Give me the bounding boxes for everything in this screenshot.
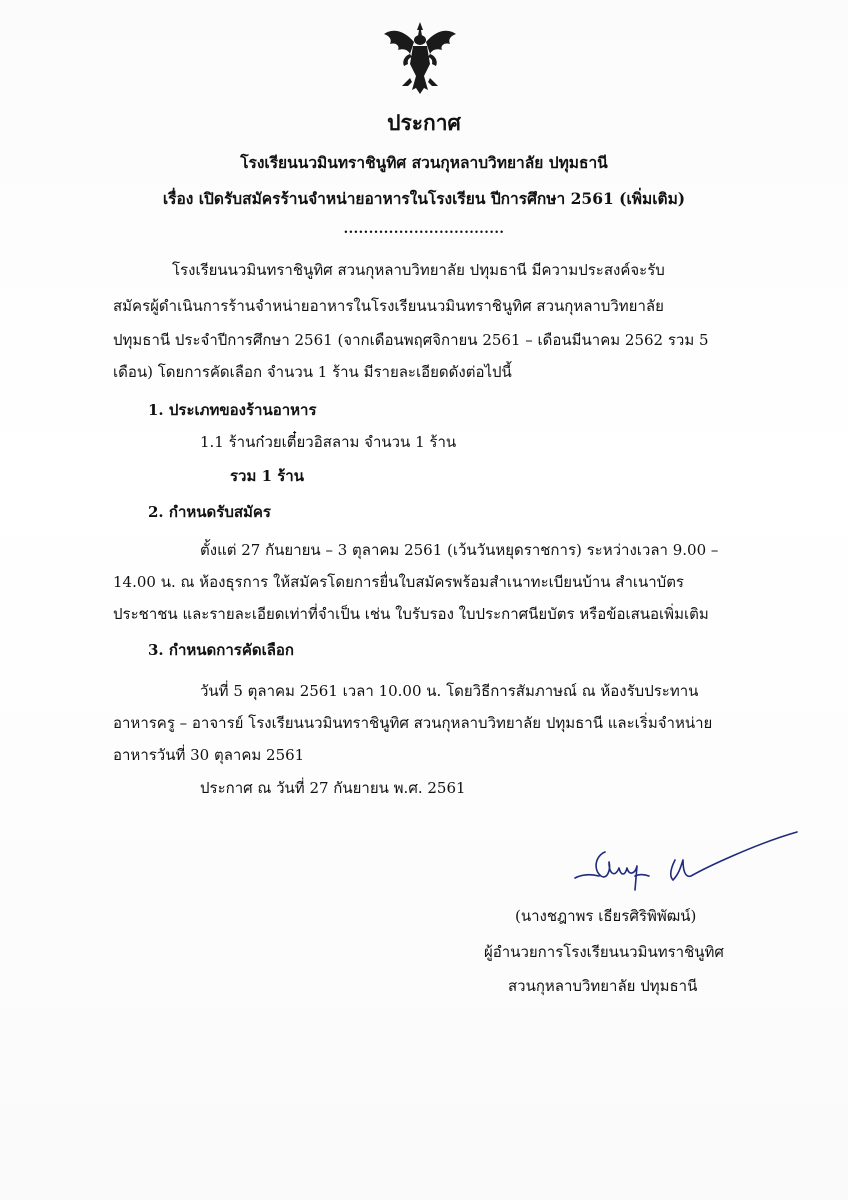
section-1-heading: 1. ประเภทของร้านอาหาร — [148, 401, 317, 419]
garuda-emblem-icon — [380, 20, 460, 96]
page-title: ประกาศ — [387, 110, 461, 135]
announcement-date: ประกาศ ณ วันที่ 27 กันยายน พ.ศ. 2561 — [200, 779, 466, 797]
section-2-line-3: ประชาชน และรายละเอียดเท่าที่จำเป็น เช่น ใบรับรอง ใบประกาศนียบัตร หรือข้อเสนอเพิ่มเติม — [113, 605, 709, 623]
subject-heading: เรื่อง เปิดรับสมัครร้านจำหน่ายอาหารในโรงเรียน ปีการศึกษา 2561 (เพิ่มเติม) — [162, 189, 686, 208]
handwritten-signature — [565, 830, 805, 900]
section-1-item: 1.1 ร้านก๋วยเตี๋ยวอิสลาม จำนวน 1 ร้าน — [200, 433, 457, 451]
section-2-line-2: 14.00 น. ณ ห้องธุรการ ให้สมัครโดยการยื่นใบสมัครพร้อมสำเนาทะเบียนบ้าน สำเนาบัตร — [113, 573, 684, 591]
signatory-name: (นางชฎาพร เธียรศิริพิพัฒน์) — [515, 907, 697, 925]
signatory-organization: สวนกุหลาบวิทยาลัย ปทุมธานี — [508, 977, 698, 995]
intro-line-2: สมัครผู้ดำเนินการร้านจำหน่ายอาหารในโรงเรียนนวมินทราชินูทิศ สวนกุหลาบวิทยาลัย — [113, 297, 664, 315]
dotted-divider: ................................ — [343, 222, 505, 237]
intro-line-4: เดือน) โดยการคัดเลือก จำนวน 1 ร้าน มีรายละเอียดดังต่อไปนี้ — [113, 363, 512, 381]
section-3-heading: 3. กำหนดการคัดเลือก — [148, 641, 295, 659]
section-2-line-1: ตั้งแต่ 27 กันยายน – 3 ตุลาคม 2561 (เว้นวันหยุดราชการ) ระหว่างเวลา 9.00 – — [200, 541, 719, 559]
intro-line-3: ปทุมธานี ประจำปีการศึกษา 2561 (จากเดือนพฤศจิกายน 2561 – เดือนมีนาคม 2562 รวม 5 — [113, 331, 709, 349]
intro-line-1: โรงเรียนนวมินทราชินูทิศ สวนกุหลาบวิทยาลัย ปทุมธานี มีความประสงค์จะรับ — [172, 261, 665, 279]
section-1-total: รวม 1 ร้าน — [230, 467, 304, 485]
section-3-line-2: อาหารครู – อาจารย์ โรงเรียนนวมินทราชินูทิศ สวนกุหลาบวิทยาลัย ปทุมธานี และเริ่มจำหน่าย — [113, 714, 713, 732]
school-name-heading: โรงเรียนนวมินทราชินูทิศ สวนกุหลาบวิทยาลัย ปทุมธานี — [240, 153, 608, 172]
section-3-line-1: วันที่ 5 ตุลาคม 2561 เวลา 10.00 น. โดยวิธีการสัมภาษณ์ ณ ห้องรับประทาน — [200, 682, 699, 700]
section-2-heading: 2. กำหนดรับสมัคร — [148, 503, 271, 521]
signatory-position: ผู้อำนวยการโรงเรียนนวมินทราชินูทิศ — [484, 943, 724, 961]
section-3-line-3: อาหารวันที่ 30 ตุลาคม 2561 — [113, 746, 305, 764]
